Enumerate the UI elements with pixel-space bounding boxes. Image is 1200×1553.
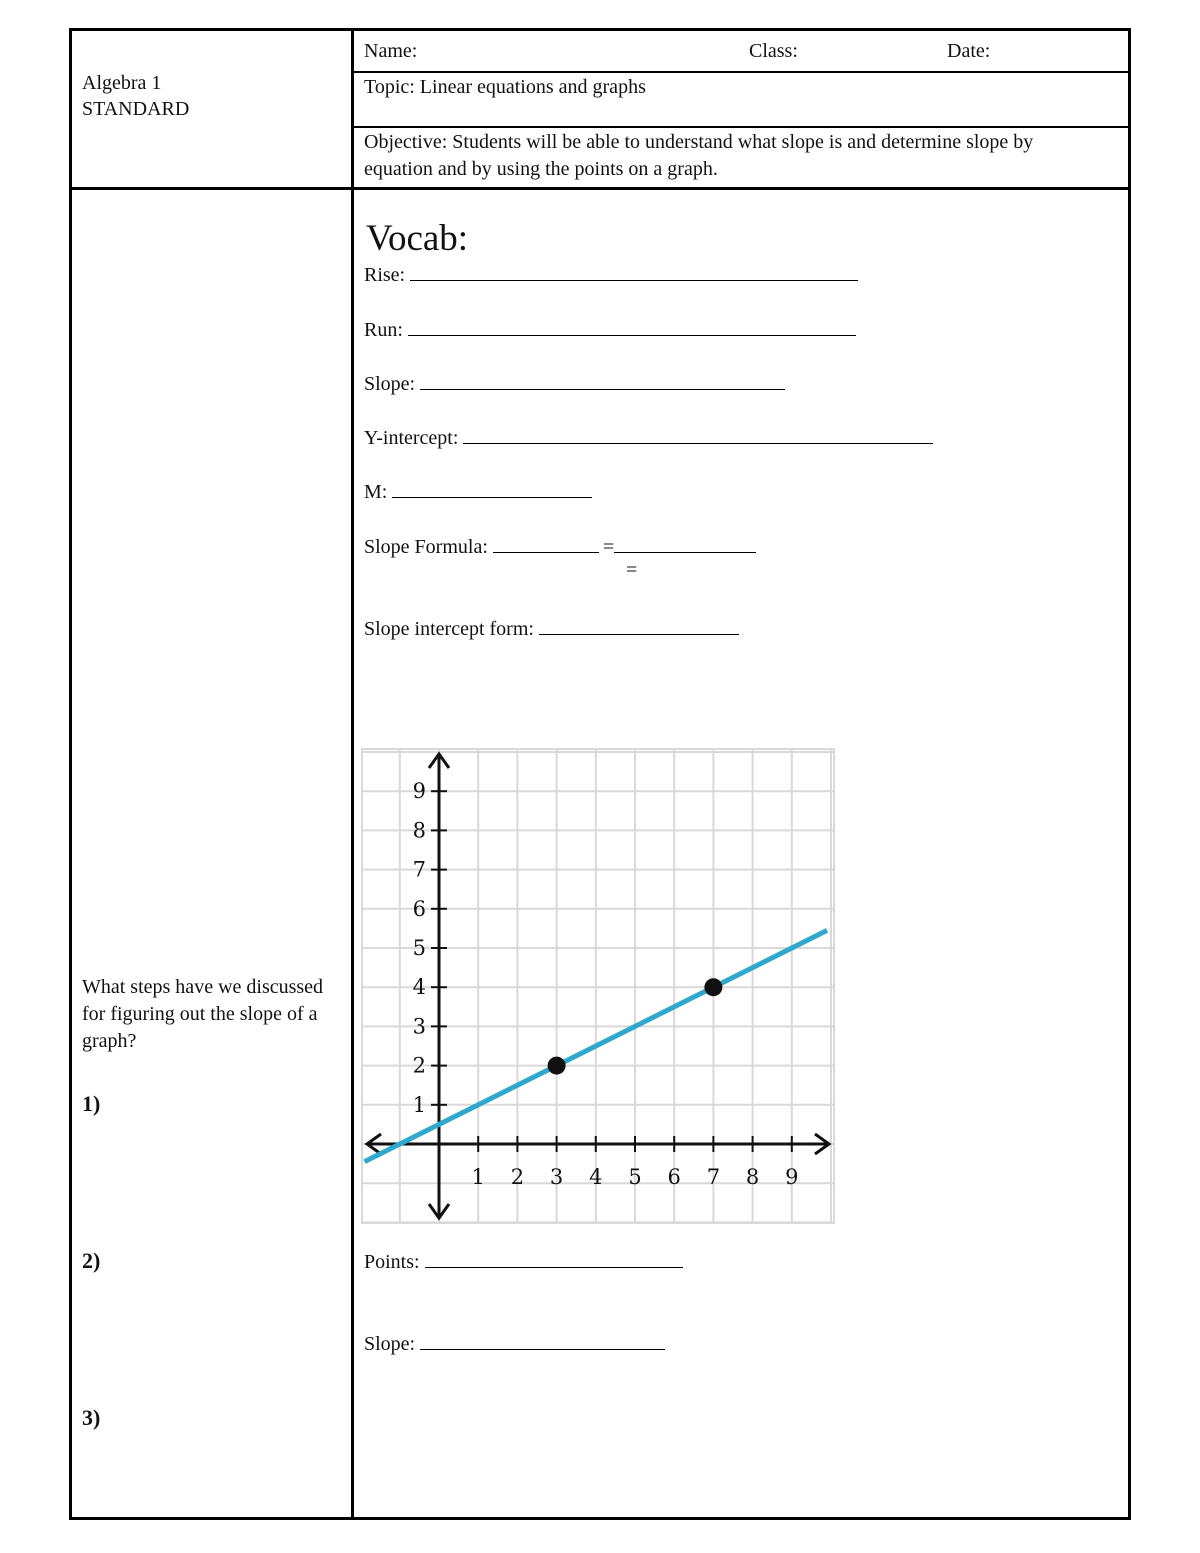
y-intercept-row xyxy=(364,425,933,452)
graph-slope-label: Slope: xyxy=(364,1333,416,1355)
graph-point xyxy=(548,1057,566,1075)
y-tick-label: 6 xyxy=(412,896,426,921)
slope-formula-blank-left[interactable] xyxy=(493,535,599,553)
slope-intercept-row xyxy=(364,616,739,643)
m-row xyxy=(364,479,592,506)
run-answer-blank[interactable] xyxy=(408,318,856,336)
class-label: Class: xyxy=(749,40,798,62)
table-left-border xyxy=(69,28,72,1520)
table-top-border xyxy=(69,28,1131,31)
table-column-divider xyxy=(351,28,354,1520)
x-tick-label: 9 xyxy=(785,1165,799,1189)
x-tick-label: 4 xyxy=(589,1165,603,1189)
topic-row-divider xyxy=(351,126,1131,128)
course-name: Algebra 1 xyxy=(82,72,162,94)
run-row xyxy=(364,317,856,344)
date-label: Date: xyxy=(947,40,991,62)
step-2-label: 2) xyxy=(82,1248,101,1273)
points-row xyxy=(364,1249,683,1276)
m-answer-blank[interactable] xyxy=(392,480,592,498)
slope-label: Slope: xyxy=(364,373,416,395)
step-1-label: 1) xyxy=(82,1091,101,1116)
points-label: Points: xyxy=(364,1251,420,1273)
objective-text: Objective: Students will be able to understand what slope is and determine slope by equation and by using the points on a graph. xyxy=(364,131,1034,180)
y-tick-label: 7 xyxy=(412,857,426,882)
rise-answer-blank[interactable] xyxy=(410,263,858,281)
graph-point xyxy=(704,978,722,996)
steps-question: What steps have we discussed for figuring out the slope of a graph? xyxy=(82,976,324,1052)
vocab-heading: Vocab: xyxy=(366,218,469,259)
points-answer-blank[interactable] xyxy=(425,1250,683,1268)
run-label: Run: xyxy=(364,319,403,341)
y-tick-label: 5 xyxy=(412,936,426,960)
x-tick-label: 6 xyxy=(667,1165,681,1189)
step-3-label: 3) xyxy=(82,1405,101,1430)
topic-text: Topic: Linear equations and graphs xyxy=(364,76,646,98)
rise-row xyxy=(364,262,858,289)
rise-label: Rise: xyxy=(364,264,406,286)
slope-formula-equals: = xyxy=(602,536,615,558)
x-tick-label: 1 xyxy=(471,1165,485,1189)
y-tick-label: 8 xyxy=(412,818,426,843)
y-tick-label: 1 xyxy=(412,1092,426,1117)
x-tick-label: 2 xyxy=(510,1165,525,1189)
y-tick-label: 9 xyxy=(412,779,426,804)
slope-formula-equals-2: = xyxy=(626,559,638,581)
slope-formula-row xyxy=(364,534,756,561)
table-bottom-border xyxy=(69,1517,1131,1520)
coordinate-graph xyxy=(361,748,835,1224)
m-label: M: xyxy=(364,481,388,503)
name-row-divider xyxy=(351,71,1131,73)
graph-slope-row xyxy=(364,1331,665,1358)
y-intercept-answer-blank[interactable] xyxy=(463,426,933,444)
slope-intercept-answer-blank[interactable] xyxy=(539,617,739,635)
x-tick-label: 5 xyxy=(628,1165,642,1189)
name-label: Name: xyxy=(364,40,418,62)
table-right-border xyxy=(1128,28,1131,1520)
grid-border xyxy=(362,749,834,1223)
course-level: STANDARD xyxy=(82,98,190,120)
slope-formula-label: Slope Formula: xyxy=(364,536,488,558)
y-tick-label: 2 xyxy=(412,1053,426,1078)
slope-formula-blank-right[interactable] xyxy=(614,535,756,553)
y-tick-label: 4 xyxy=(412,975,426,1000)
y-intercept-label: Y-intercept: xyxy=(364,427,459,449)
x-tick-label: 7 xyxy=(706,1165,721,1189)
slope-row xyxy=(364,371,785,398)
header-bottom-border xyxy=(69,187,1131,190)
slope-answer-blank[interactable] xyxy=(420,372,785,390)
x-tick-label: 3 xyxy=(549,1165,564,1189)
graph-slope-answer-blank[interactable] xyxy=(420,1332,665,1350)
x-tick-label: 8 xyxy=(745,1165,760,1189)
slope-intercept-label: Slope intercept form: xyxy=(364,618,534,640)
y-tick-label: 3 xyxy=(412,1014,426,1039)
